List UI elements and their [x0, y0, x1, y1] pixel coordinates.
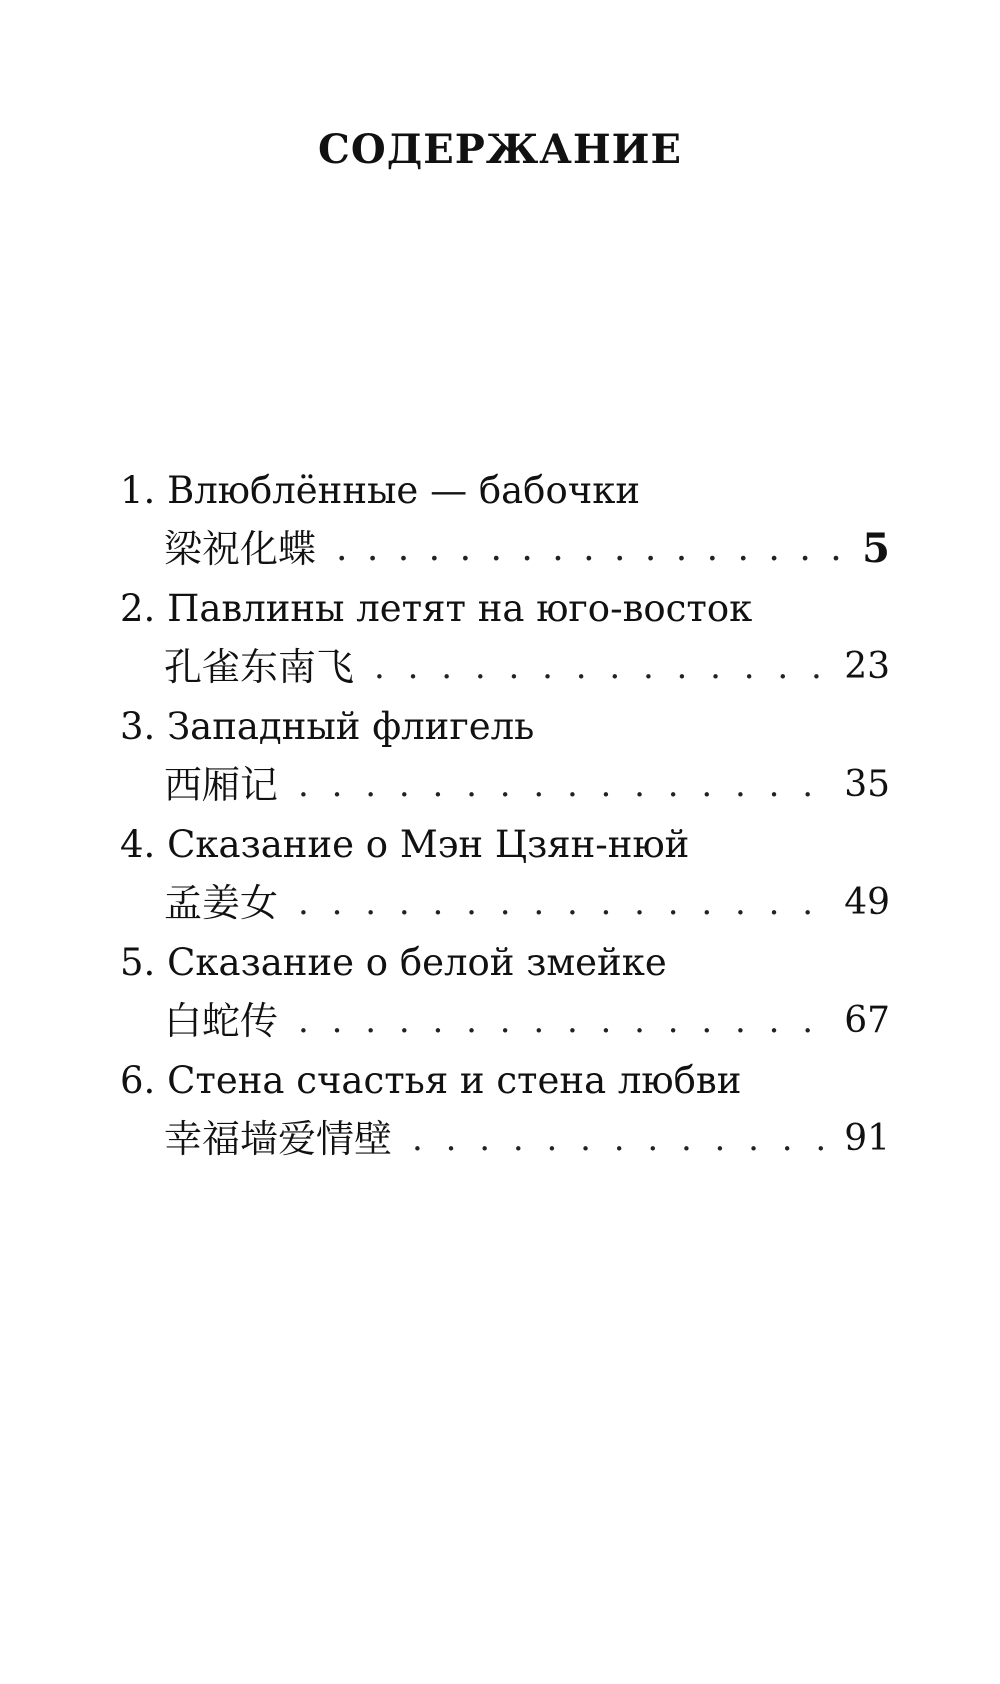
toc-entry-page-number: 5	[862, 525, 890, 572]
toc-entry-page-number: 49	[844, 882, 890, 923]
toc-entry	[120, 934, 890, 1052]
toc-entry-heading	[120, 816, 890, 874]
toc-entry-number: 6.	[120, 1059, 156, 1102]
toc-entry-title: Сказание о Мэн Цзян-нюй	[167, 823, 690, 866]
dot-leader	[288, 874, 834, 932]
toc-entry-title: Стена счастья и стена любви	[167, 1059, 742, 1102]
toc-entry-heading	[120, 1052, 890, 1110]
toc-entry-subline	[164, 756, 890, 814]
toc-entry-page-number: 35	[844, 764, 890, 805]
toc-entry-number: 1.	[120, 469, 156, 512]
toc-entry-page-number: 67	[844, 1000, 890, 1041]
toc-entry-subline	[164, 992, 890, 1050]
toc-entry-chinese-title: 西厢记	[164, 763, 279, 807]
dot-leader	[402, 1110, 834, 1168]
toc-entry-chinese-title: 白蛇传	[164, 999, 279, 1043]
toc-entry-title: Влюблённые — бабочки	[167, 469, 640, 512]
table-of-contents	[120, 462, 890, 1170]
dot-leader	[326, 520, 850, 578]
toc-entry-chinese-title: 梁祝化蝶	[164, 527, 317, 571]
toc-entry-title: Павлины летят на юго-восток	[167, 587, 753, 630]
toc-entry-page-number: 23	[844, 646, 890, 687]
dot-leader	[288, 992, 834, 1050]
toc-entry-subline	[164, 638, 890, 696]
toc-entry-chinese-title: 孔雀东南飞	[164, 645, 355, 689]
toc-entry-chinese-title: 孟姜女	[164, 881, 279, 925]
dot-leader	[288, 756, 834, 814]
toc-entry-subline	[164, 520, 890, 578]
toc-entry-chinese-title: 幸福墙爱情壁	[164, 1117, 393, 1161]
toc-entry-page-number: 91	[844, 1118, 890, 1159]
toc-entry-heading	[120, 462, 890, 520]
toc-entry-title: Западный флигель	[167, 705, 535, 748]
toc-entry	[120, 816, 890, 934]
toc-entry-heading	[120, 580, 890, 638]
toc-entry-subline	[164, 874, 890, 932]
toc-entry-number: 3.	[120, 705, 156, 748]
toc-entry-number: 2.	[120, 587, 156, 630]
toc-entry	[120, 698, 890, 816]
toc-entry-heading	[120, 934, 890, 992]
toc-entry	[120, 1052, 890, 1170]
toc-entry	[120, 580, 890, 698]
toc-entry-title: Сказание о белой змейке	[167, 941, 667, 984]
toc-entry-number: 4.	[120, 823, 156, 866]
page-title: СОДЕРЖАНИЕ	[318, 126, 682, 173]
toc-entry-subline	[164, 1110, 890, 1168]
toc-entry	[120, 462, 890, 580]
toc-entry-number: 5.	[120, 941, 156, 984]
dot-leader	[364, 638, 834, 696]
toc-entry-heading	[120, 698, 890, 756]
